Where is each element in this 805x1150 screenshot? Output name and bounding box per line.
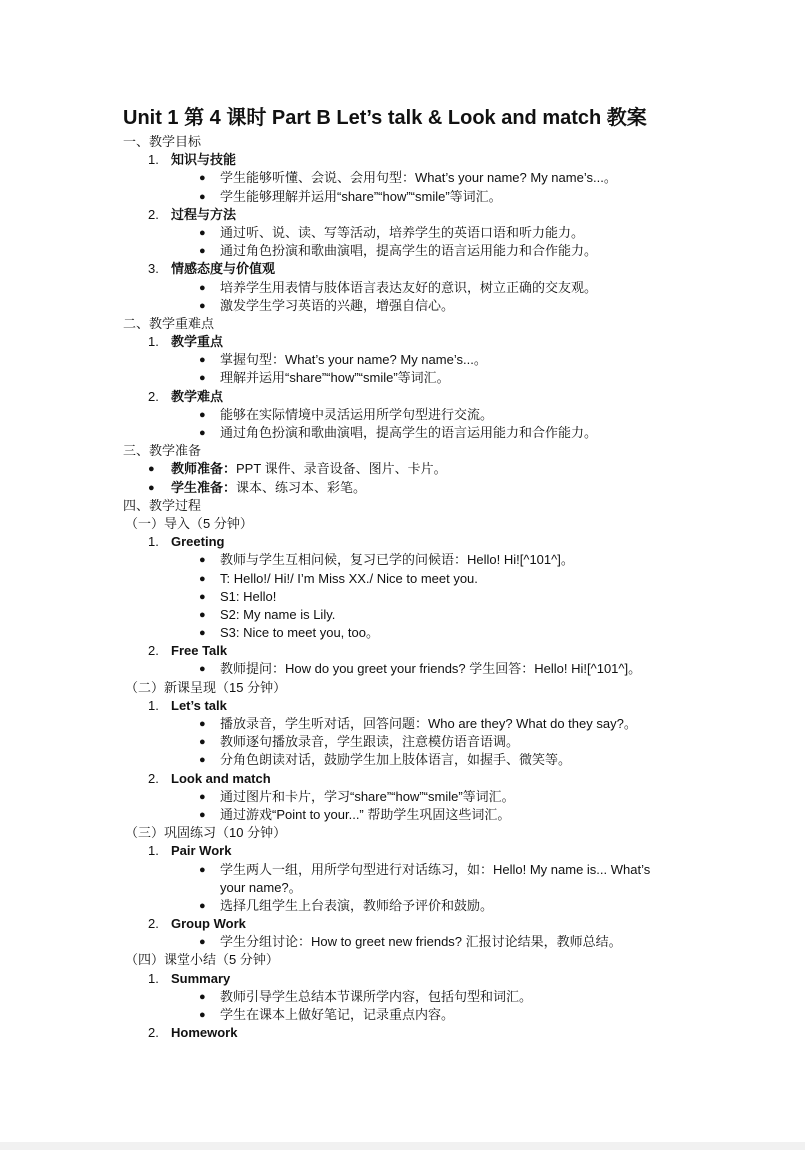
bullet-icon: ●: [199, 226, 206, 239]
numbered-item: [123, 260, 703, 278]
bullet-text: 学生在课本上做好笔记，记录重点内容。: [220, 1007, 455, 1023]
bullet-icon: ●: [199, 1009, 206, 1022]
bullet-text: 课本、练习本、彩笔。: [236, 479, 367, 495]
bullet-text: 通过游戏“Point to your...” 帮助学生巩固这些词汇。: [220, 806, 511, 822]
bullet-text: 学生分组讨论：How to greet new friends? 汇报讨论结果，教师总结。: [220, 934, 622, 950]
item-number: 1.: [148, 334, 159, 350]
bullet-text: 通过角色扮演和歌曲演唱，提高学生的语言运用能力和合作能力。: [220, 243, 598, 259]
bullet-label: 教师准备：: [171, 461, 237, 477]
bullet-text: 通过听、说、读、写等活动，培养学生的英语口语和听力能力。: [220, 224, 585, 240]
subsection-heading: （一）导入（5 分钟）: [125, 515, 253, 531]
numbered-item: [123, 388, 703, 406]
bullet-text: 教师提问：How do you greet your friends? 学生回答：Hello! Hi![^101^]。: [220, 661, 642, 677]
lesson-plan-body: [123, 103, 703, 1042]
item-label: Greeting: [171, 534, 225, 550]
item-number: 1.: [148, 534, 159, 550]
list-item: [123, 715, 703, 733]
bullet-icon: ●: [199, 408, 206, 421]
bullet-text: PPT 课件、录音设备、图片、卡片。: [236, 461, 447, 477]
bullet-icon: ●: [148, 463, 155, 476]
list-item: [123, 933, 703, 951]
bullet-icon: ●: [199, 990, 206, 1003]
list-item: [123, 751, 703, 769]
bullet-icon: ●: [199, 354, 206, 367]
bullet-icon: ●: [199, 736, 206, 749]
bullet-text: 选择几组学生上台表演，教师给予评价和鼓励。: [220, 897, 494, 913]
bullet-icon: ●: [199, 245, 206, 258]
numbered-item: [123, 697, 703, 715]
item-label: 教学难点: [171, 388, 224, 404]
bullet-text: S2: My name is Lily.: [220, 606, 336, 622]
list-item: [123, 788, 703, 806]
bullet-icon: ●: [199, 627, 206, 640]
bullet-icon: ●: [199, 808, 206, 821]
bullet-text: 学生能够理解并运用“share”“how”“smile”等词汇。: [220, 188, 502, 204]
bullet-icon: ●: [199, 554, 206, 567]
bullet-text: 学生能够听懂、会说、会用句型：What’s your name? My name’s...。: [220, 170, 617, 186]
list-item: [123, 460, 703, 478]
item-number: 3.: [148, 261, 159, 277]
numbered-item: [123, 333, 703, 351]
item-label: Homework: [171, 1025, 238, 1041]
item-number: 2.: [148, 643, 159, 659]
numbered-item: [123, 533, 703, 551]
numbered-item: [123, 915, 703, 933]
list-item: [123, 369, 703, 387]
bullet-text: S3: Nice to meet you, too。: [220, 625, 379, 641]
numbered-item: [123, 842, 703, 860]
bullet-text: 学生两人一组，用所学句型进行对话练习，如：Hello! My name is... What’s your name?。: [220, 861, 651, 895]
item-number: 2.: [148, 388, 159, 404]
list-item: [123, 588, 703, 606]
section-heading: 四、教学过程: [123, 497, 202, 513]
item-label: Summary: [171, 970, 231, 986]
item-label: Free Talk: [171, 643, 228, 659]
bullet-icon: ●: [148, 481, 155, 494]
bullet-icon: ●: [199, 190, 206, 203]
item-label: 知识与技能: [171, 152, 237, 168]
item-number: 1.: [148, 152, 159, 168]
item-number: 2.: [148, 770, 159, 786]
bullet-text: 通过图片和卡片，学习“share”“how”“smile”等词汇。: [220, 788, 515, 804]
list-item: [123, 988, 703, 1006]
list-item: [123, 660, 703, 678]
list-item: [123, 570, 703, 588]
item-number: 2.: [148, 916, 159, 932]
list-item: [123, 279, 703, 297]
bullet-icon: ●: [199, 899, 206, 912]
bullet-icon: ●: [199, 608, 206, 621]
item-number: 2.: [148, 1025, 159, 1041]
bullet-icon: ●: [199, 299, 206, 312]
list-item: [123, 406, 703, 424]
bullet-text: 激发学生学习英语的兴趣，增强自信心。: [220, 297, 455, 313]
bullet-icon: ●: [199, 790, 206, 803]
bullet-text: 掌握句型：What’s your name? My name’s...。: [220, 352, 487, 368]
bullet-text: 通过角色扮演和歌曲演唱，提高学生的语言运用能力和合作能力。: [220, 425, 598, 440]
bullet-icon: ●: [199, 590, 206, 603]
bullet-icon: ●: [199, 427, 206, 439]
bullet-text: 教师逐句播放录音，学生跟读，注意模仿语音语调。: [220, 734, 520, 750]
list-item: [123, 297, 703, 315]
bullet-text: 分角色朗读对话，鼓励学生加上肢体语言，如握手、微笑等。: [220, 752, 572, 768]
list-item: [123, 606, 703, 624]
subsection-heading: （二）新课呈现（15 分钟）: [125, 679, 287, 695]
item-label: 过程与方法: [171, 206, 237, 222]
document-title: Unit 1 第 4 课时 Part B Let’s talk & Look and match 教案: [123, 107, 647, 129]
list-item: [123, 861, 703, 897]
list-item: [123, 624, 703, 642]
bullet-label: 学生准备：: [171, 479, 237, 495]
numbered-item: [123, 151, 703, 169]
bullet-icon: ●: [199, 754, 206, 767]
bullet-icon: ●: [199, 372, 206, 385]
item-label: Let’s talk: [171, 697, 227, 713]
numbered-item: [123, 642, 703, 660]
item-number: 1.: [148, 843, 159, 859]
list-item: [123, 733, 703, 751]
section-heading: 三、教学准备: [123, 443, 202, 459]
list-item: [123, 242, 703, 260]
item-label: 情感态度与价值观: [171, 261, 276, 277]
bullet-text: 播放录音，学生听对话，回答问题：Who are they? What do they say?。: [220, 716, 637, 731]
list-item: [123, 224, 703, 242]
list-item: [123, 351, 703, 369]
bullet-text: 教师与学生互相问候，复习已学的问候语：Hello! Hi![^101^]。: [220, 552, 574, 568]
bullet-text: 能够在实际情境中灵活运用所学句型进行交流。: [220, 406, 494, 422]
numbered-item: [123, 970, 703, 988]
numbered-item: [123, 1024, 703, 1042]
list-item: [123, 188, 703, 206]
bullet-icon: ●: [199, 718, 206, 730]
list-item: [123, 424, 703, 442]
item-number: 2.: [148, 206, 159, 222]
section-heading: 一、教学目标: [123, 134, 202, 149]
bullet-icon: ●: [199, 863, 206, 876]
list-item: [123, 806, 703, 824]
bullet-icon: ●: [199, 936, 206, 949]
numbered-item: [123, 770, 703, 788]
section-heading: 二、教学重难点: [123, 315, 215, 331]
item-label: Look and match: [171, 770, 271, 786]
bullet-icon: ●: [199, 172, 206, 185]
bullet-text: 教师引导学生总结本节课所学内容，包括句型和词汇。: [220, 988, 533, 1004]
bullet-text: S1: Hello!: [220, 588, 277, 604]
item-number: 1.: [148, 697, 159, 713]
list-item: [123, 551, 703, 569]
item-number: 1.: [148, 970, 159, 986]
subsection-heading: （四）课堂小结（5 分钟）: [125, 952, 279, 968]
item-label: Group Work: [171, 916, 246, 932]
list-item: [123, 1006, 703, 1024]
bullet-text: 培养学生用表情与肢体语言表达友好的意识，树立正确的交友观。: [220, 279, 598, 295]
item-label: Pair Work: [171, 843, 232, 859]
bullet-icon: ●: [199, 572, 206, 585]
subsection-heading: （三）巩固练习（10 分钟）: [125, 825, 287, 841]
bullet-icon: ●: [199, 281, 206, 294]
list-item: [123, 897, 703, 915]
numbered-item: [123, 206, 703, 224]
list-item: [123, 169, 703, 187]
list-item: [123, 479, 703, 497]
bullet-text: T: Hello!/ Hi!/ I’m Miss XX./ Nice to meet you.: [220, 570, 478, 586]
item-label: 教学重点: [171, 334, 224, 350]
bullet-icon: ●: [199, 663, 206, 676]
bullet-text: 理解并运用“share”“how”“smile”等词汇。: [220, 370, 450, 386]
